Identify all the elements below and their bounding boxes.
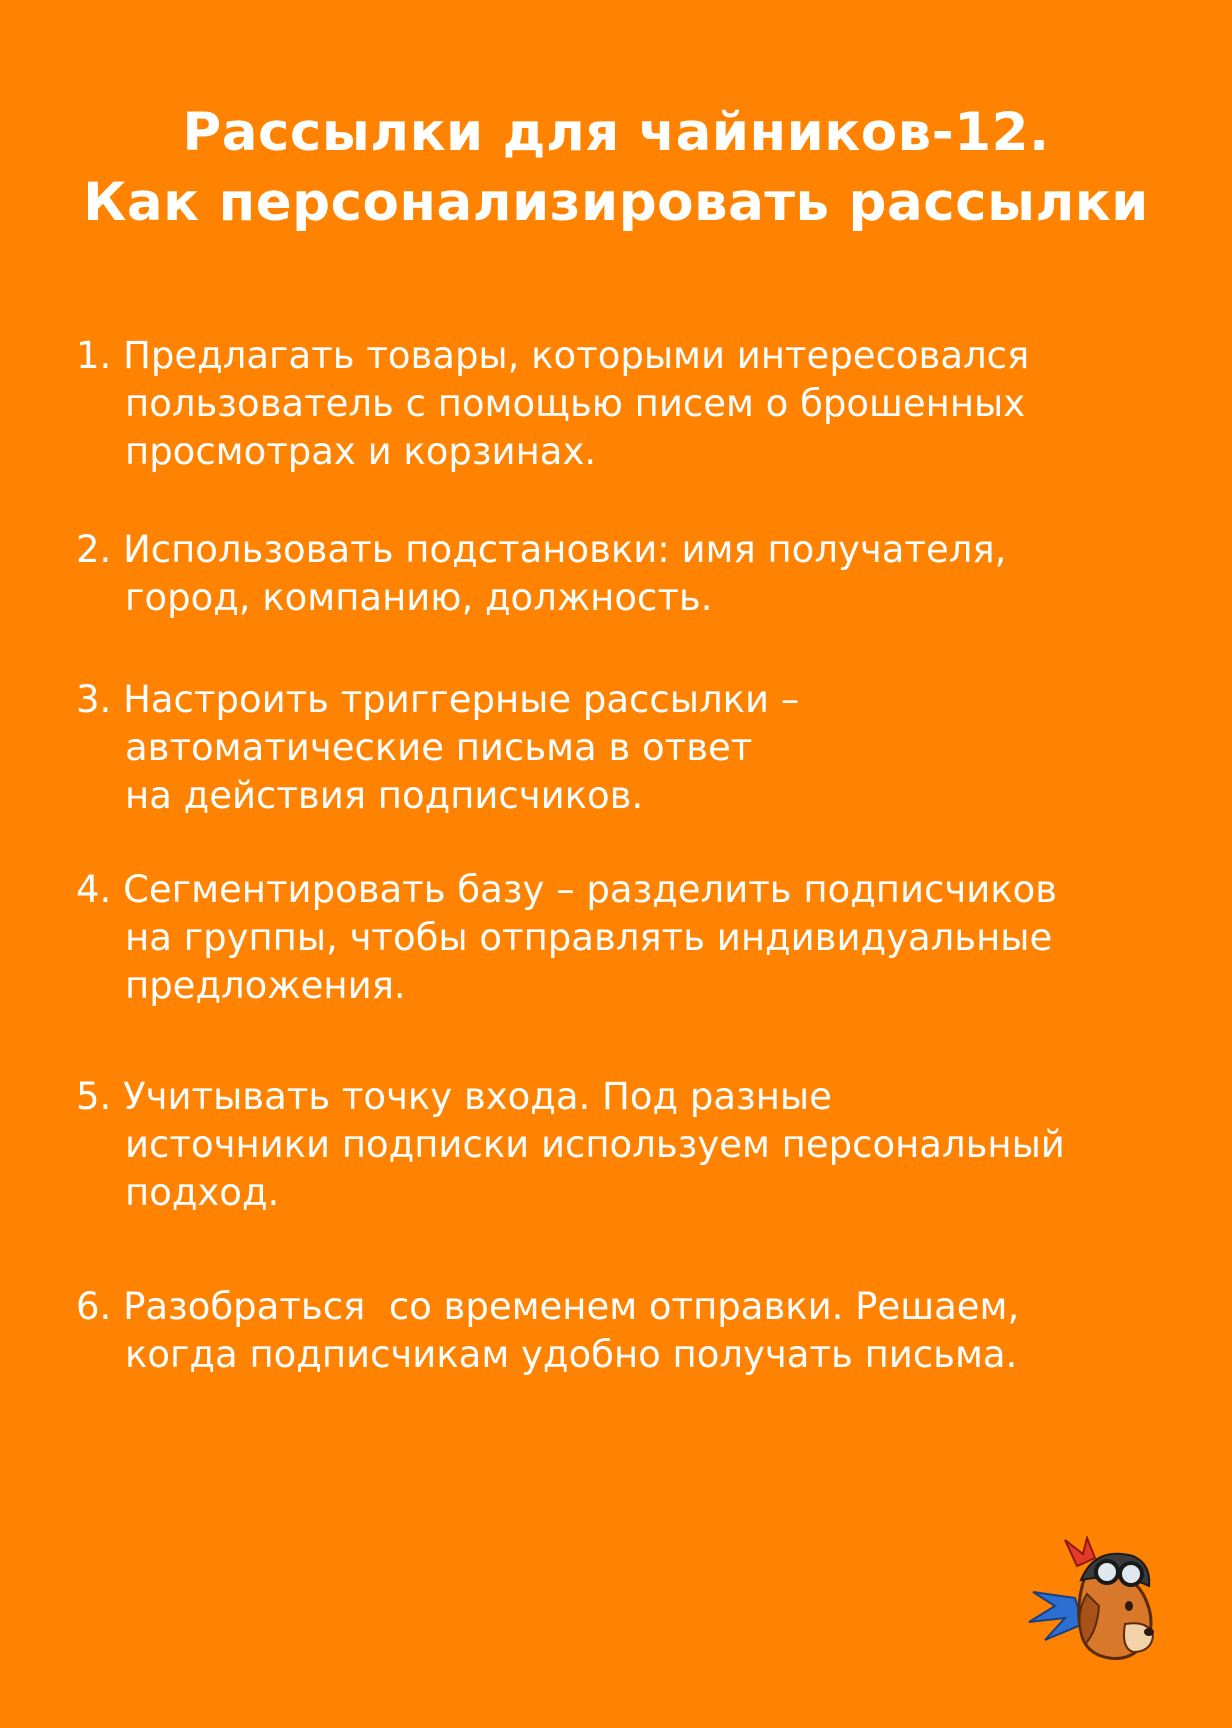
item-3-line-1: 3. Настроить триггерные рассылки – bbox=[76, 678, 800, 721]
item-1-line-1: 1. Предлагать товары, которыми интересовался bbox=[76, 334, 1030, 377]
item-6-line-2: когда подписчикам удобно получать письма. bbox=[125, 1333, 1018, 1376]
item-1-line-3: просмотрах и корзинах. bbox=[125, 430, 597, 473]
item-3-line-2: автоматические письма в ответ bbox=[125, 726, 753, 769]
item-5-line-2: источники подписки используем персональный bbox=[125, 1123, 1065, 1166]
item-4-line-3: предложения. bbox=[125, 964, 406, 1007]
item-4-line-1: 4. Сегментировать базу – разделить подписчиков bbox=[76, 868, 1058, 911]
item-5-line-1: 5. Учитывать точку входа. Под разные bbox=[76, 1075, 832, 1118]
page-title bbox=[0, 98, 1232, 238]
title-line-1: Рассылки для чайников-12. bbox=[182, 102, 1050, 163]
item-6-line-1: 6. Разобраться со временем отправки. Решаем, bbox=[76, 1285, 1020, 1328]
list-item-5 bbox=[76, 1073, 1186, 1217]
item-2-line-2: город, компанию, должность. bbox=[125, 576, 713, 619]
list-item-4 bbox=[76, 866, 1186, 1010]
list-item-3 bbox=[76, 676, 1186, 820]
dog-pilot-mascot-icon bbox=[1025, 1536, 1165, 1666]
item-4-line-2: на группы, чтобы отправлять индивидуальные bbox=[125, 916, 1053, 959]
item-3-line-3: на действия подписчиков. bbox=[125, 774, 644, 817]
item-5-line-3: подход. bbox=[125, 1171, 280, 1214]
item-1-line-2: пользователь с помощью писем о брошенных bbox=[125, 382, 1026, 425]
item-2-line-1: 2. Использовать подстановки: имя получателя, bbox=[76, 528, 1007, 571]
list-item-1 bbox=[76, 332, 1186, 476]
list-item-6 bbox=[76, 1283, 1186, 1379]
list-item-2 bbox=[76, 526, 1186, 622]
title-line-2: Как персонализировать рассылки bbox=[83, 172, 1149, 233]
